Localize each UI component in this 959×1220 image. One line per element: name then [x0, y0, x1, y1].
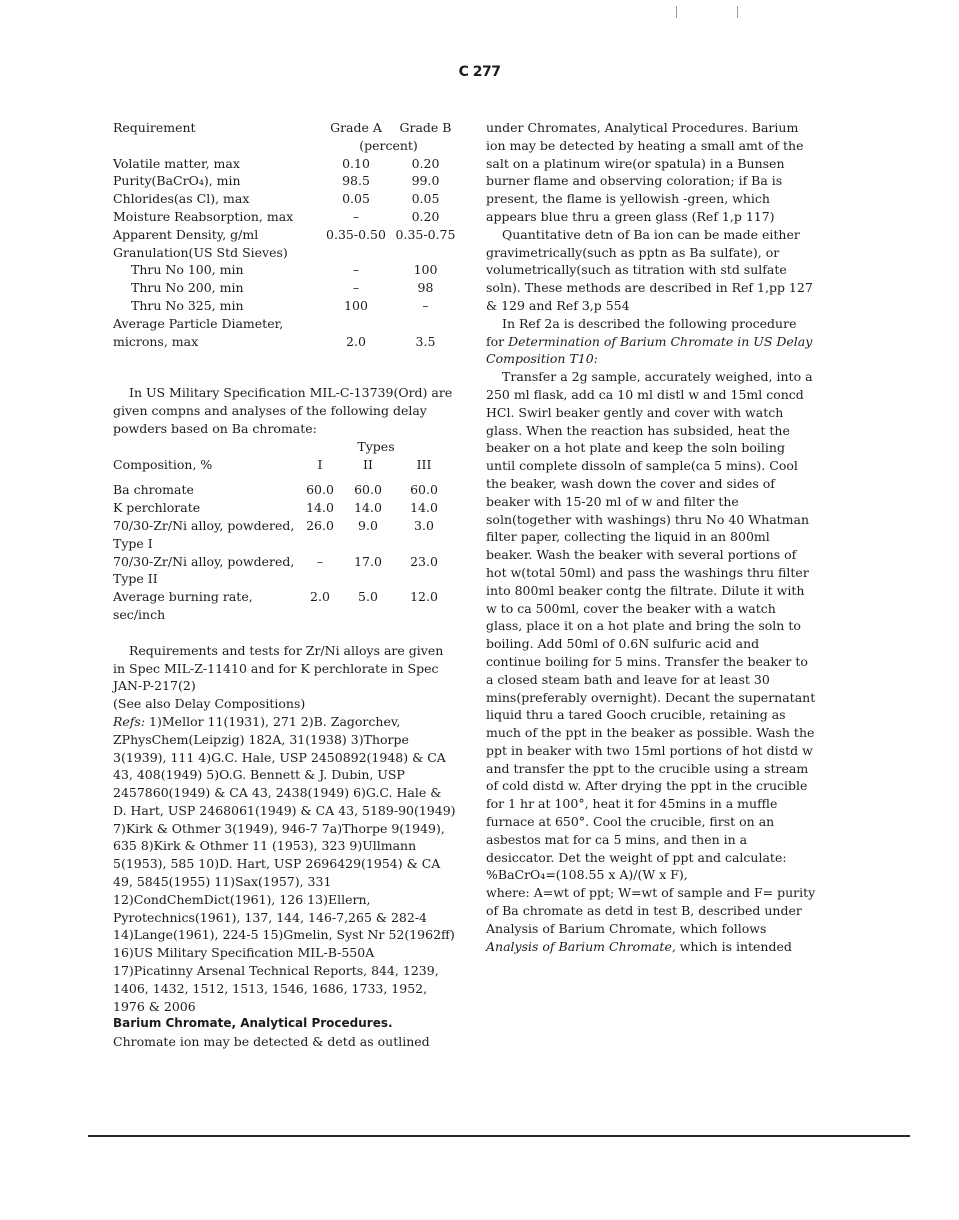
- procedure-title: Determination of Barium Chromate in US Delay Composition T10:: [486, 333, 813, 367]
- procedure-intro: [486, 315, 816, 368]
- table-row: [113, 553, 453, 589]
- row-name: Granulation(US Std Sieves): [113, 244, 288, 260]
- row-grade-b: 0.05: [411, 191, 440, 207]
- row-grade-b: 100: [413, 262, 438, 278]
- row-name: Ba chromate: [113, 482, 194, 498]
- table-row: [113, 226, 458, 244]
- row-grade-a: 0.05: [342, 191, 370, 207]
- row-type-ii: 14.0: [354, 500, 382, 516]
- row-name: K perchlorate: [113, 500, 201, 516]
- row-type-ii: 60.0: [354, 482, 382, 498]
- row-name: Thru No 100, min: [131, 262, 244, 278]
- section-start: Chromate ion may be detected & detd as outlined: [113, 1034, 430, 1050]
- row-grade-a: 98.5: [342, 173, 370, 189]
- quantitative-paragraph: Quantitative detn of Ba ion can be made either gravimetrically(such as pptn as Ba sulfate), or volumetrically(such as titration with std sulfate soln). These methods are described in Ref 1,pp 127 & 129 and Ref 3,p 554: [486, 226, 813, 313]
- row-type-ii: 9.0: [358, 517, 378, 533]
- scan-mark-right: [737, 6, 738, 18]
- row-grade-a: –: [352, 262, 360, 278]
- composition-header-row: [113, 456, 453, 474]
- header-percent: (percent): [359, 137, 418, 153]
- table-row: [113, 155, 458, 173]
- row-name: Thru No 325, min: [131, 297, 244, 313]
- header-type-i: I: [317, 456, 323, 472]
- row-grade-a: –: [352, 280, 360, 296]
- row-grade-a: 100: [344, 297, 368, 313]
- formula: %BaCrO₄=(108.55 x A)/(W x F),: [486, 867, 688, 883]
- row-grade-b: [393, 315, 458, 333]
- row-grade-b: 0.20: [411, 208, 440, 224]
- table-row: [113, 190, 458, 208]
- table-row: [113, 499, 453, 517]
- table-row: [113, 279, 458, 297]
- table-row: [113, 208, 458, 226]
- table-row: [113, 481, 453, 499]
- header-type-iii: III: [416, 456, 432, 472]
- row-name: 70/30-Zr/Ni alloy, powdered, Type II: [113, 553, 295, 587]
- row-grade-b: 3.5: [415, 333, 436, 349]
- row-grade-b: –: [422, 297, 429, 313]
- analysis-title: Analysis of Barium Chromate,: [486, 938, 676, 954]
- header-grade-a: Grade A: [330, 120, 382, 135]
- row-name: Volatile matter, max: [113, 155, 240, 171]
- analysis-rest: which is intended: [675, 938, 792, 954]
- header-type-ii: II: [363, 456, 373, 472]
- header-requirement: Requirement: [113, 120, 196, 135]
- types-label-row: [113, 438, 453, 456]
- requirements-paragraph: Requirements and tests for Zr/Ni alloys are given in Spec MIL-Z-11410 and for K perchlorate in Spec JAN-P-217(2): [113, 642, 444, 694]
- row-type-i: 60.0: [306, 482, 334, 498]
- scan-mark-left: [676, 6, 677, 18]
- see-also: (See also Delay Compositions): [113, 696, 306, 712]
- row-name: Average Particle Diameter,: [113, 315, 284, 331]
- row-grade-b: 0.20: [411, 155, 440, 171]
- row-name: Purity(BaCrO₄), min: [113, 173, 241, 189]
- bottom-rule: [88, 1135, 910, 1137]
- page-number: C 277: [458, 64, 501, 80]
- row-grade-b: 99.0: [411, 173, 440, 189]
- row-grade-b: 0.35-0.75: [395, 226, 456, 242]
- table-row: [113, 244, 458, 262]
- types-label: Types: [357, 438, 395, 454]
- row-type-ii: 17.0: [354, 553, 382, 569]
- requirements-header-row: [113, 119, 458, 137]
- row-name: Average burning rate, sec/inch: [113, 589, 253, 622]
- table-row: [113, 297, 458, 315]
- row-grade-a: [319, 315, 393, 333]
- left-column: [113, 119, 458, 1051]
- analysis-line: [486, 938, 816, 956]
- row-type-iii: 60.0: [410, 482, 438, 498]
- refs-label: Refs:: [113, 713, 146, 729]
- row-grade-a: –: [352, 208, 360, 224]
- refs-text: 1)Mellor 11(1931), 271 2)B. Zagorchev, ZPhysChem(Leipzig) 182A, 31(1938) 3)Thorpe 3(1939), 111 4)G.C. Hale, USP 2450892(1948) & CA 43, 408(1949) 5)O.G. Bennett & J. Dubin, USP 2457860(1949) & CA 43, 2438(1949) 6)G.C. Hale & D. Hart, USP 2468061(1949) & CA 43, 5189-90(1949) 7)Kirk & Othmer 3(1949), 946-7 7a)Thorpe 9(1949), 635 8)Kirk & Othmer 11 (1953), 323 9)Ullmann 5(1953), 585 10)D. Hart, USP 2696429(1954) & CA 49, 5845(1955) 11)Sax(1957), 331 12)CondChemDict(1961), 126 13)Ellern, Pyrotechnics(1961), 137, 144, 146-7,265 & 282-4 14)Lange(1961), 224-5 15)Gmelin, Syst Nr 52(1962ff) 16)US Military Specification MIL-B-550A 17)Picatinny Arsenal Technical Reports, 844, 1239, 1406, 1432, 1512, 1513, 1546, 1686, 1733, 1952, 1976 & 2006: [113, 713, 456, 1014]
- mil-spec-intro: In US Military Specification MIL-C-13739(Ord) are given compns and analyses of the following delay powders based on Ba chromate:: [113, 385, 453, 436]
- references: [113, 713, 458, 1016]
- header-composition: Composition, %: [113, 456, 213, 472]
- row-name: 70/30-Zr/Ni alloy, powdered, Type I: [113, 517, 295, 551]
- table-row: [113, 261, 458, 279]
- right-column: [486, 119, 816, 955]
- table-row: [113, 517, 453, 553]
- formula-where: where: A=wt of ppt; W=wt of sample and F= purity of Ba chromate as detd in test B, described under Analysis of Barium Chromate, which follows: [486, 885, 816, 936]
- row-type-ii: 5.0: [358, 589, 378, 605]
- row-type-iii: 12.0: [410, 589, 438, 605]
- row-type-i: –: [316, 553, 324, 569]
- row-grade-a: [319, 244, 393, 262]
- row-name: Moisture Reabsorption, max: [113, 208, 294, 224]
- row-grade-b: [393, 244, 458, 262]
- requirements-table: [113, 119, 458, 350]
- row-grade-a: 2.0: [346, 333, 366, 349]
- table-row: [113, 315, 458, 333]
- header-grade-b: Grade B: [399, 120, 452, 135]
- row-grade-a: 0.35-0.50: [326, 226, 386, 242]
- row-name: Apparent Density, g/ml: [113, 226, 259, 242]
- table-row: [113, 172, 458, 190]
- row-type-iii: 14.0: [410, 500, 438, 516]
- composition-table: [113, 438, 453, 624]
- row-grade-b: 98: [417, 280, 434, 296]
- procedure-intro-text: In Ref 2a is described the following procedure for: [486, 315, 797, 349]
- section-heading: Barium Chromate, Analytical Procedures.: [113, 1016, 393, 1031]
- row-type-iii: 23.0: [410, 553, 438, 569]
- table-row: [113, 333, 458, 351]
- row-type-i: 2.0: [310, 589, 330, 605]
- procedure-paragraph: Transfer a 2g sample, accurately weighed, into a 250 ml flask, add ca 10 ml distl w and 15ml concd HCl. Swirl beaker gently and cover with watch glass. When the reaction has subsided, heat the beaker on a hot plate and keep the soln boiling until complete dissoln of sample(ca 5 mins). Cool the beaker, wash down the cover and sides of beaker with 15-20 ml of w and filter the soln(together with washings) thru No 40 Whatman filter paper, collecting the liquid in an 800ml beaker. Wash the beaker with several portions of hot w(total 50ml) and pass the washings thru filter into 800ml beaker contg the filtrate. Dilute it with w to ca 500ml, cover the beaker with a watch glass, place it on a hot plate and bring the soln to boiling. Add 50ml of 0.6N sulfuric acid and continue boiling for 5 mins. Transfer the beaker to a closed steam bath and leave for at least 30 mins(preferably overnight). Decant the supernatant liquid thru a tared Gooch crucible, retaining as much of the ppt in the beaker as possible. Wash the ppt in beaker with two 15ml portions of hot distd w and transfer the ppt to the crucible using a stream of cold distd w. After drying the ppt in the crucible for 1 hr at 100°, heat it for 45mins in a muffle furnace at 650°. Cool the crucible, first on an asbestos mat for ca 5 mins, and then in a desiccator. Det the weight of ppt and calculate:: [486, 369, 816, 865]
- row-grade-a: 0.10: [342, 155, 370, 171]
- barium-detection-paragraph: under Chromates, Analytical Procedures. Barium ion may be detected by heating a small amt of the salt on a platinum wire(or spatula) in a Bunsen burner flame and observing coloration; if Ba is present, the flame is yellowish -green, which appears blue thru a green glass (Ref 1,p 117): [486, 120, 804, 224]
- table-row: [113, 588, 453, 624]
- row-name: Thru No 200, min: [131, 280, 244, 296]
- row-type-i: 14.0: [306, 500, 334, 516]
- row-type-iii: 3.0: [414, 517, 434, 533]
- row-type-i: 26.0: [306, 517, 334, 533]
- requirements-subheader-row: [113, 137, 458, 155]
- row-name: microns, max: [113, 333, 199, 349]
- row-name: Chlorides(as Cl), max: [113, 191, 250, 207]
